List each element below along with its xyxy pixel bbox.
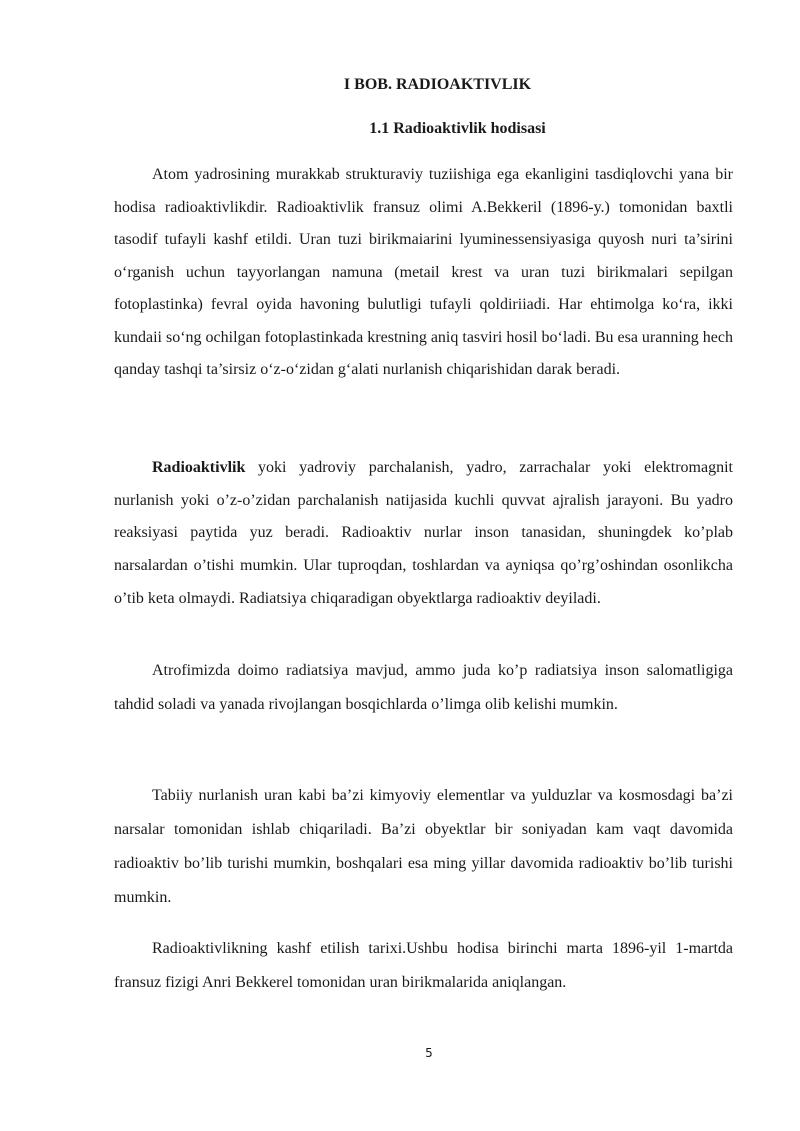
paragraph-natural-radiation: Tabiiy nurlanish uran kabi ba’zi kimyoviy elementlar va yulduzlar va kosmosdagi ba’zi narsalar tomonidan ishlab chiqariladi. Ba’zi obyektlar bir soniyadan kam vaqt davomida radioaktiv bo’lib turishi mumkin, boshqalari esa ming yillar davomida radioaktiv bo’lib turishi mumkin.: [114, 787, 733, 906]
page-number: 5: [425, 1046, 433, 1060]
chapter-title: I BOB. RADIOAKTIVLIK: [343, 76, 532, 93]
paragraph-discovery: Atom yadrosining murakkab strukturaviy tuziishiga ega ekanligini tasdiqlovchi yana bir hodisa radioaktivlikdir. Radioaktivlik fransuz olimi A.Bekkeril (1896-y.) tomonidan baxtli tasodif tufayli kashf etildi. Uran tuzi birikmaiarini lyuminessensiyasiga quyosh nuri ta’sirini o‘rganish uchun tayyorlangan namuna (metail krest va uran tuzi birikmalari sepilgan fotoplastinka) fevral oyida havoning bulutligi tufayli qoldiriiadi. Har ehtimolga ko‘ra, ikki kundaii so‘ng ochilgan fotoplastinkada krestning aniq tasviri hosil bo‘ladi. Bu esa uranning hech qanday tashqi ta’sirsiz o‘z-o‘zidan g‘alati nurlanish chiqarishidan darak beradi.: [114, 166, 733, 378]
paragraph-health: Atrofimizda doimo radiatsiya mavjud, ammo juda ko’p radiatsiya inson salomatligiga tahdid soladi va yanada rivojlangan bosqichlarda o’limga olib kelishi mumkin.: [114, 662, 733, 713]
paragraph-history: Radioaktivlikning kashf etilish tarixi.Ushbu hodisa birinchi marta 1896-yil 1-martda fransuz fizigi Anri Bekkerel tomonidan uran birikmalarida aniqlangan.: [114, 940, 733, 991]
definition-text: yoki yadroviy parchalanish, yadro, zarrachalar yoki elektromagnit nurlanish yoki o’z-o’zidan parchalanish natijasida kuchli quvvat ajralish jarayoni. Bu yadro reaksiyasi paytida yuz beradi. Radioaktiv nurlar inson tanasidan, shuningdek ko’plab narsalardan o’tishi mumkin. Ular tuproqdan, toshlardan va ayniqsa qo’rg’oshindan osonlikcha o’tib keta olmaydi. Radiatsiya chiqaradigan obyektlarga radioaktiv deyiladi.: [114, 459, 733, 607]
definition-term: Radioaktivlik: [152, 459, 246, 476]
paragraph-definition: [114, 452, 733, 616]
section-title: 1.1 Radioaktivlik hodisasi: [369, 120, 546, 137]
